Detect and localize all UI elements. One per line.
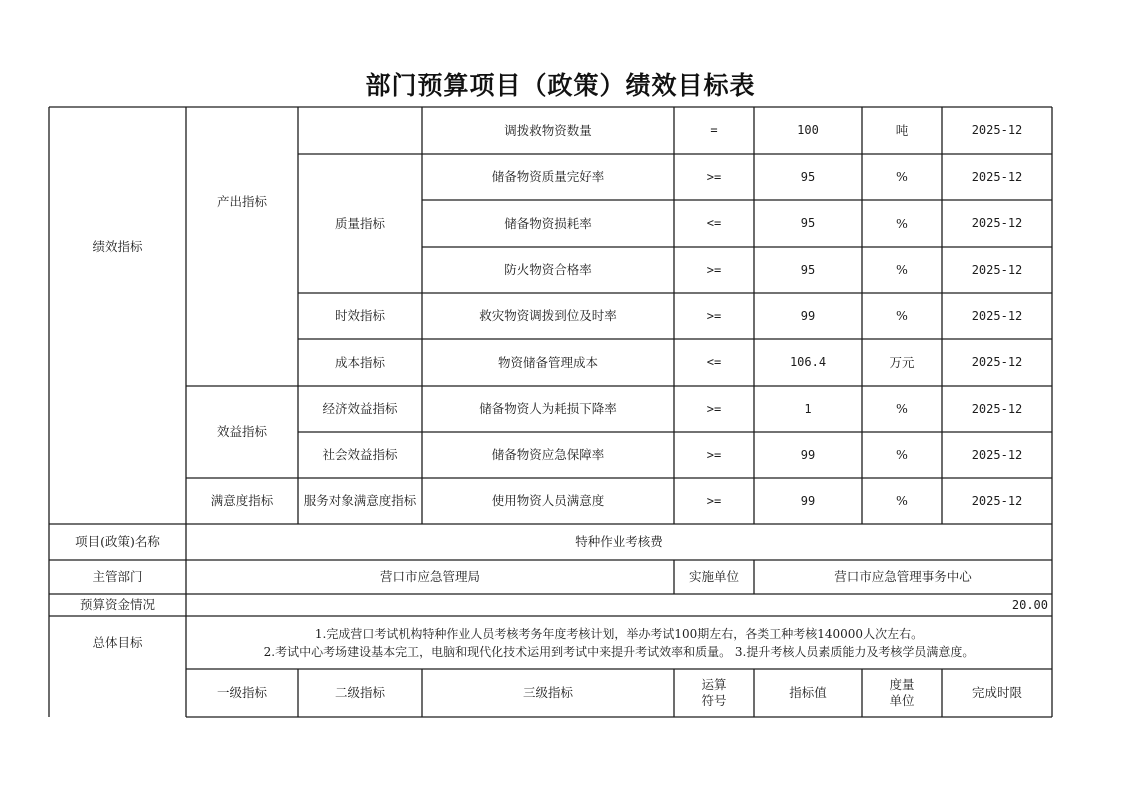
dept-value: 营口市应急管理局 <box>379 569 480 585</box>
goal-text <box>186 616 1052 669</box>
budget-value: 20.00 <box>1011 597 1048 612</box>
indicator-value: 95 <box>800 216 816 230</box>
level2-output: 产出指标 <box>216 194 267 210</box>
goal-label: 总体目标 <box>92 634 143 650</box>
indicator-name: 防火物资合格率 <box>504 262 592 278</box>
project-name-label: 项目(政策)名称 <box>75 534 160 550</box>
indicator-deadline: 2025-12 <box>971 355 1023 369</box>
indicator-deadline: 2025-12 <box>971 447 1023 462</box>
level3-timeliness: 时效指标 <box>334 308 385 324</box>
indicator-name: 调拨救物资数量 <box>504 122 592 138</box>
indicator-deadline: 2025-12 <box>971 401 1023 416</box>
indicator-name: 物资储备管理成本 <box>497 354 598 370</box>
indicator-deadline: 2025-12 <box>971 308 1023 323</box>
indicator-unit: % <box>896 447 908 463</box>
dept-label: 主管部门 <box>92 569 143 585</box>
indicator-name: 储备物资损耗率 <box>504 215 592 231</box>
header-unit <box>862 669 942 717</box>
indicator-value: 95 <box>800 262 816 277</box>
level3-cost: 成本指标 <box>334 354 385 370</box>
indicator-deadline: 2025-12 <box>971 216 1023 230</box>
header-level2: 二级指标 <box>334 685 385 701</box>
budget-label: 预算资金情况 <box>79 597 155 613</box>
indicator-name: 储备物资人为耗损下降率 <box>479 401 617 417</box>
indicator-unit: % <box>896 215 908 231</box>
indicator-operator: = <box>710 123 718 137</box>
indicator-name: 储备物资应急保障率 <box>491 447 605 463</box>
indicator-operator: <= <box>706 355 722 369</box>
indicator-value: 1 <box>804 401 812 416</box>
indicator-value: 99 <box>800 447 816 462</box>
header-value: 指标值 <box>789 685 827 701</box>
indicator-value: 95 <box>800 169 816 184</box>
header-operator <box>674 669 754 717</box>
indicator-value: 100 <box>797 123 819 137</box>
goal-line-2: 2.考试中心考场建设基本完工，电脑和现代化技术运用到考试中来提升考试效率和质量。 3.提升考核人员素质能力及考核学员满意度。 <box>263 644 975 659</box>
level3-economic: 经济效益指标 <box>322 401 398 417</box>
project-name: 特种作业考核费 <box>575 534 663 550</box>
indicator-unit: % <box>896 308 908 324</box>
indicator-value: 99 <box>800 493 816 508</box>
indicator-operator: >= <box>706 308 722 323</box>
level3-quality: 质量指标 <box>334 215 385 231</box>
indicator-deadline: 2025-12 <box>971 493 1023 508</box>
level3-service-satisfaction: 服务对象满意度指标 <box>303 493 417 509</box>
indicator-operator: >= <box>706 493 722 508</box>
impl-value: 营口市应急管理事务中心 <box>834 569 972 585</box>
goal-line-1: 1.完成营口考试机构特种作业人员考核考务年度考核计划，举办考试100期左右，各类工种考核140000人次左右。 <box>314 626 924 641</box>
indicator-name: 使用物资人员满意度 <box>491 493 605 509</box>
header-deadline: 完成时限 <box>971 685 1022 701</box>
indicator-deadline: 2025-12 <box>971 123 1023 137</box>
indicator-operator: <= <box>706 216 722 230</box>
indicator-operator: >= <box>706 262 722 277</box>
header-level3: 三级指标 <box>522 685 573 701</box>
indicator-name: 储备物资质量完好率 <box>491 169 605 185</box>
indicator-unit: % <box>896 401 908 417</box>
header-operator-line2: 符号 <box>701 693 727 708</box>
page-title: 部门预算项目（政策）绩效目标表 <box>365 71 756 100</box>
level2-benefit: 效益指标 <box>216 424 267 440</box>
indicator-value: 106.4 <box>789 355 827 369</box>
indicator-unit: % <box>896 493 908 509</box>
level3-social: 社会效益指标 <box>322 447 398 463</box>
indicator-deadline: 2025-12 <box>971 169 1023 184</box>
indicator-deadline: 2025-12 <box>971 262 1023 277</box>
indicator-operator: >= <box>706 169 722 184</box>
header-unit-line1: 度量 <box>889 677 915 693</box>
indicator-unit: 吨 <box>895 122 909 138</box>
level2-satisfaction: 满意度指标 <box>210 493 274 509</box>
header-unit-line2: 单位 <box>889 693 915 708</box>
indicator-operator: >= <box>706 447 722 462</box>
indicator-unit: 万元 <box>889 354 915 370</box>
level1-label: 绩效指标 <box>92 239 143 255</box>
indicator-name: 救灾物资调拨到位及时率 <box>479 308 617 324</box>
impl-label: 实施单位 <box>688 569 739 585</box>
header-operator-line1: 运算 <box>701 677 727 693</box>
indicator-value: 99 <box>800 308 816 323</box>
header-level1: 一级指标 <box>216 685 267 701</box>
indicator-unit: % <box>896 262 908 278</box>
indicator-unit: % <box>896 169 908 185</box>
indicator-operator: >= <box>706 401 722 416</box>
